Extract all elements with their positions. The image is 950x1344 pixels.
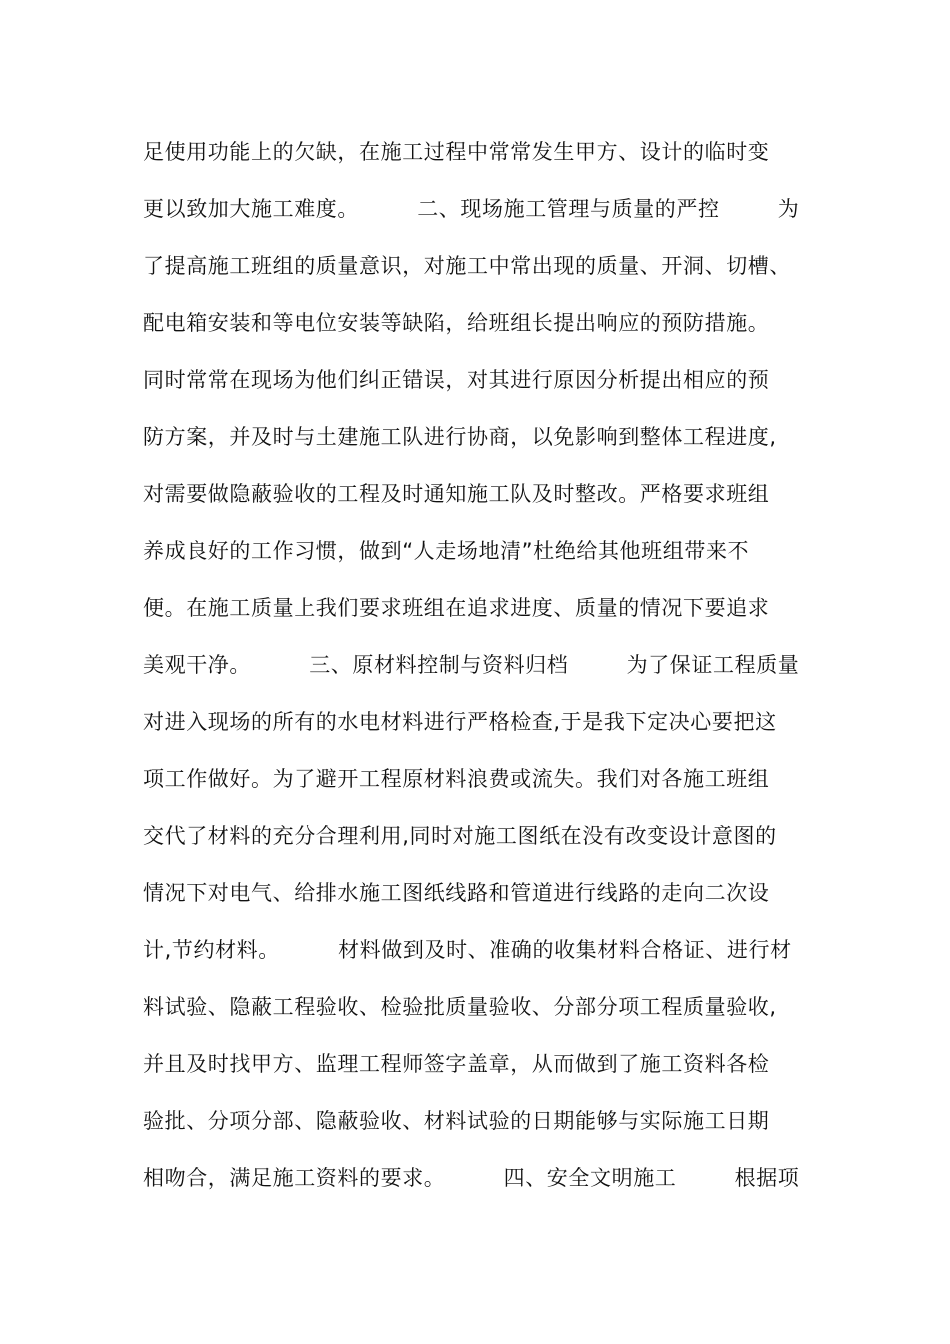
text-line-17: 并且及时找甲方、监理工程师签字盖章，从而做到了施工资料各检 <box>143 1052 770 1076</box>
text-line-11: 对进入现场的所有的水电材料进行严格检查,于是我下定决心要把这 <box>143 710 777 734</box>
body-text <box>143 127 833 1210</box>
text-line-14: 情况下对电气、给排水施工图纸线路和管道进行线路的走向二次设 <box>143 881 770 905</box>
text-line-19: 相吻合，满足施工资料的要求。 四、安全文明施工 根据项 <box>143 1166 800 1190</box>
text-line-2: 更以致加大施工难度。 二、现场施工管理与质量的严控 为 <box>143 197 800 221</box>
text-line-9: 便。在施工质量上我们要求班组在追求进度、质量的情况下要追求 <box>143 596 770 620</box>
text-line-8: 养成良好的工作习惯，做到“人走场地清”杜绝给其他班组带来不 <box>143 539 750 563</box>
text-line-7: 对需要做隐蔽验收的工程及时通知施工队及时整改。严格要求班组 <box>143 482 770 506</box>
text-line-6: 防方案，并及时与土建施工队进行协商，以免影响到整体工程进度, <box>143 425 777 449</box>
text-line-4: 配电箱安装和等电位安装等缺陷，给班组长提出响应的预防措施。 <box>143 311 770 335</box>
text-line-1: 足使用功能上的欠缺，在施工过程中常常发生甲方、设计的临时变 <box>143 140 770 164</box>
text-line-13: 交代了材料的充分合理利用,同时对施工图纸在没有改变设计意图的 <box>143 824 777 848</box>
text-line-10: 美观干净。 三、原材料控制与资料归档 为了保证工程质量 <box>143 653 800 677</box>
text-line-15: 计,节约材料。 材料做到及时、准确的收集材料合格证、进行材 <box>143 938 792 962</box>
text-line-12: 项工作做好。为了避开工程原材料浪费或流失。我们对各施工班组 <box>143 767 770 791</box>
text-line-18: 验批、分项分部、隐蔽验收、材料试验的日期能够与实际施工日期 <box>143 1109 770 1133</box>
text-line-16: 料试验、隐蔽工程验收、检验批质量验收、分部分项工程质量验收, <box>143 995 777 1019</box>
text-line-5: 同时常常在现场为他们纠正错误，对其进行原因分析提出相应的预 <box>143 368 770 392</box>
text-line-3: 了提高施工班组的质量意识，对施工中常出现的质量、开洞、切槽、 <box>143 254 791 278</box>
